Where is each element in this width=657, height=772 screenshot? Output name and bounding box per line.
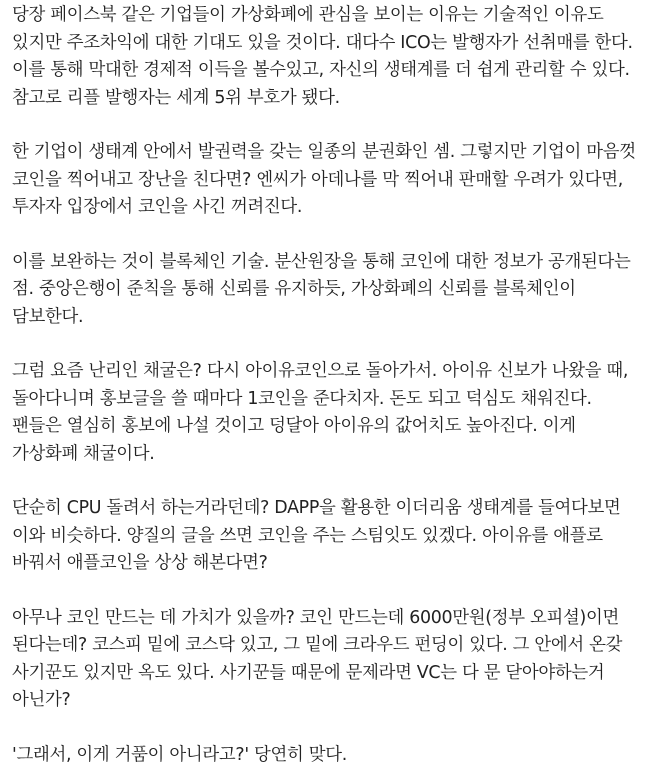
article-paragraph-6: 아무나 코인 만드는 데 가치가 있을까? 코인 만드는데 6000만원(정부 오피셜)이면 된다는데? 코스피 밑에 코스닥 있고, 그 밑에 크라우드 펀딩이 있다. 그 안에서 온갖 사기꾼도 있지만 옥도 있다. 사기꾼들 때문에 문제라면 VC는 다 문 닫아야하는거 아닌가?: [12, 607, 623, 710]
article-paragraph-4: 그럼 요즘 난리인 채굴은? 다시 아이유코인으로 돌아가서. 아이유 신보가 나왔을 때, 돌아다니며 홍보글을 쓸 때마다 1코인을 준다치자. 돈도 되고 덕심도 채워진다. 팬들은 열심히 홍보에 나설 것이고 덩달아 아이유의 값어치도 높아진다. 이게 가상화폐 채굴이다.: [12, 361, 629, 464]
article-paragraph-5: 단순히 CPU 돌려서 하는거라던데? DAPP을 활용한 이더리움 생태계를 들여다보면 이와 비슷하다. 양질의 글을 쓰면 코인을 주는 스팀잇도 있겠다. 아이유를 애플로 바꿔서 애플코인을 상상 해본다면?: [12, 498, 621, 573]
article-paragraph-3: 이를 보완하는 것이 블록체인 기술. 분산원장을 통해 코인에 대한 정보가 공개된다는 점. 중앙은행이 준칙을 통해 신뢰를 유지하듯, 가상화폐의 신뢰를 블록체인이 담보한다.: [12, 251, 631, 327]
article-paragraph-2: 한 기업이 생태계 안에서 발권력을 갖는 일종의 분권화인 셈. 그렇지만 기업이 마음껏 코인을 찍어내고 장난을 친다면? 엔씨가 아데나를 막 찍어내 판매할 우려가 있다면, 투자자 입장에서 코인을 사긴 꺼려진다.: [12, 142, 636, 217]
article-body: [12, 2, 644, 769]
article-paragraph-1: 당장 페이스북 같은 기업들이 가상화폐에 관심을 보이는 이유는 기술적인 이유도 있지만 주조차익에 대한 기대도 있을 것이다. 대다수 ICO는 발행자가 선취매를 한다. 이를 통해 막대한 경제적 이득을 볼수있고, 자신의 생태계를 더 쉽게 관리할 수 있다. 참고로 리플 발행자는 세계 5위 부호가 됐다.: [12, 5, 633, 108]
article-paragraph-7: '그래서, 이게 거품이 아니라고?' 당연히 맞다.: [12, 744, 347, 765]
